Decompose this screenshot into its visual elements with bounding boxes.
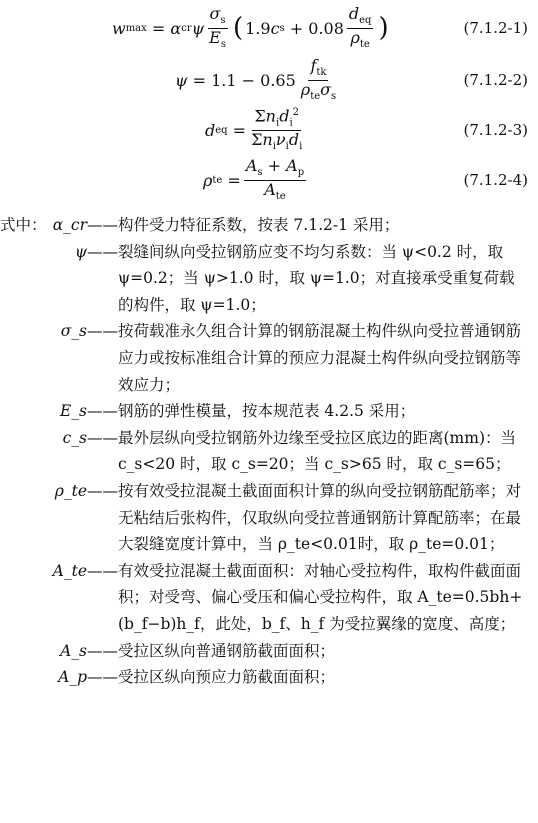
definition-item: A_te—— 有效受拉混凝土截面面积：对轴心受拉构件，取构件截面面积；对受弯、偏心受压和偏心受拉构件，取 A_te=0.5bh+(b_f−b)h_f，此处，b_f、h_f 为受拉翼缘的宽度、高度； (0, 558, 530, 638)
definition-text: 最外层纵向受拉钢筋外边缘至受拉区底边的距离(mm)：当 c_s<20 时，取 c_s=20；当 c_s>65 时，取 c_s=65； (118, 428, 516, 474)
equation-formula: w max = α cr ψ $\frac{\sigma_s}{E_s}$ ( 1.9 c s + 0.08 $\frac{d_{eq}}{\rho_{te}}$ ) (112, 3, 389, 50)
definition-item: ρ_te—— 按有效受拉混凝土截面面积计算的纵向受拉钢筋配筋率；对无粘结后张构件，仅取纵向受拉普通钢筋计算配筋率；在最大裂缝宽度计算中，当 ρ_te<0.01时，取 ρ_te=0.01； (0, 478, 530, 558)
definition-text: 按有效受拉混凝土截面面积计算的纵向受拉钢筋配筋率；对无粘结后张构件，仅取纵向受拉普通钢筋计算配筋率；在最大裂缝宽度计算中，当 ρ_te<0.01时，取 ρ_te=0.01； (118, 481, 522, 554)
equation-number: (7.1.2-2) (463, 71, 528, 89)
definition-symbol: A_te (52, 561, 87, 580)
definition-item: σ_s—— 按荷载准永久组合计算的钢筋混凝土构件纵向受拉普通钢筋应力或按标准组合计算的预应力混凝土构件纵向受拉钢筋等效应力； (0, 318, 530, 398)
equation-7-1-2-2 (0, 55, 538, 102)
equation-formula: ψ = 1.1 − 0.65 $\frac{f_{tk}}{\rho_{te}\sigma_s}$ (175, 55, 337, 102)
definition-symbol: A_s (60, 641, 87, 660)
definition-text: 受拉区纵向普通钢筋截面面积； (118, 641, 336, 660)
definition-symbol: α_cr (52, 216, 87, 234)
definition-text: 裂缝间纵向受拉钢筋应变不均匀系数：当 ψ<0.2 时，取 ψ=0.2；当 ψ>1.0 时，取 ψ=1.0；对直接承受重复荷载的构件，取 ψ=1.0； (118, 242, 515, 314)
definition-symbol: ψ (74, 242, 87, 261)
equation-7-1-2-4 (0, 155, 538, 202)
definition-symbol: E_s (59, 402, 87, 421)
equation-formula: d eq = $\frac{\Sigma n_id_i^2}{\Sigma n_i\nu_id_i}$ (205, 105, 303, 152)
equation-number: (7.1.2-4) (463, 171, 528, 189)
definition-symbol: σ_s (60, 322, 87, 341)
definition-text: 受拉区纵向预应力筋截面面积； (118, 668, 336, 687)
equation-7-1-2-3 (0, 105, 538, 152)
intro-label: 式中： (0, 216, 47, 234)
definition-text: 钢筋的弹性模量，按本规范表 4.2.5 采用； (118, 402, 416, 421)
equation-number: (7.1.2-1) (463, 19, 528, 37)
definition-symbol: c_s (62, 428, 87, 447)
definition-symbol: A_p (58, 668, 87, 687)
equation-formula: ρ te = $\frac{A_s + A_p}{A_{te}}$ (203, 155, 305, 202)
symbol-definitions (0, 212, 530, 691)
definition-item: ψ—— 裂缝间纵向受拉钢筋应变不均匀系数：当 ψ<0.2 时，取 ψ=0.2；当 ψ>1.0 时，取 ψ=1.0；对直接承受重复荷载的构件，取 ψ=1.0； (0, 239, 530, 319)
definition-symbol: ρ_te (54, 481, 87, 500)
definition-item: A_p—— 受拉区纵向预应力筋截面面积； (0, 664, 530, 691)
definition-text: 按荷载准永久组合计算的钢筋混凝土构件纵向受拉普通钢筋应力或按标准组合计算的预应力混凝土构件纵向受拉钢筋等效应力； (118, 322, 522, 394)
equation-7-1-2-1 (0, 3, 538, 50)
definition-text: 构件受力特征系数，按表 7.1.2-1 采用； (118, 216, 400, 234)
definition-text: 有效受拉混凝土截面面积：对轴心受拉构件，取构件截面面积；对受弯、偏心受压和偏心受拉构件，取 A_te=0.5bh+(b_f−b)h_f，此处，b_f、h_f 为受拉翼缘的宽度、高度； (118, 561, 523, 633)
definition-item: A_s—— 受拉区纵向普通钢筋截面面积； (0, 638, 530, 665)
definition-item: α_cr—— 构件受力特征系数，按表 7.1.2-1 采用； (0, 212, 530, 239)
equation-number: (7.1.2-3) (463, 121, 528, 139)
definition-item: c_s—— 最外层纵向受拉钢筋外边缘至受拉区底边的距离(mm)：当 c_s<20 时，取 c_s=20；当 c_s>65 时，取 c_s=65； (0, 425, 530, 478)
definition-item: E_s—— 钢筋的弹性模量，按本规范表 4.2.5 采用； (0, 398, 530, 425)
